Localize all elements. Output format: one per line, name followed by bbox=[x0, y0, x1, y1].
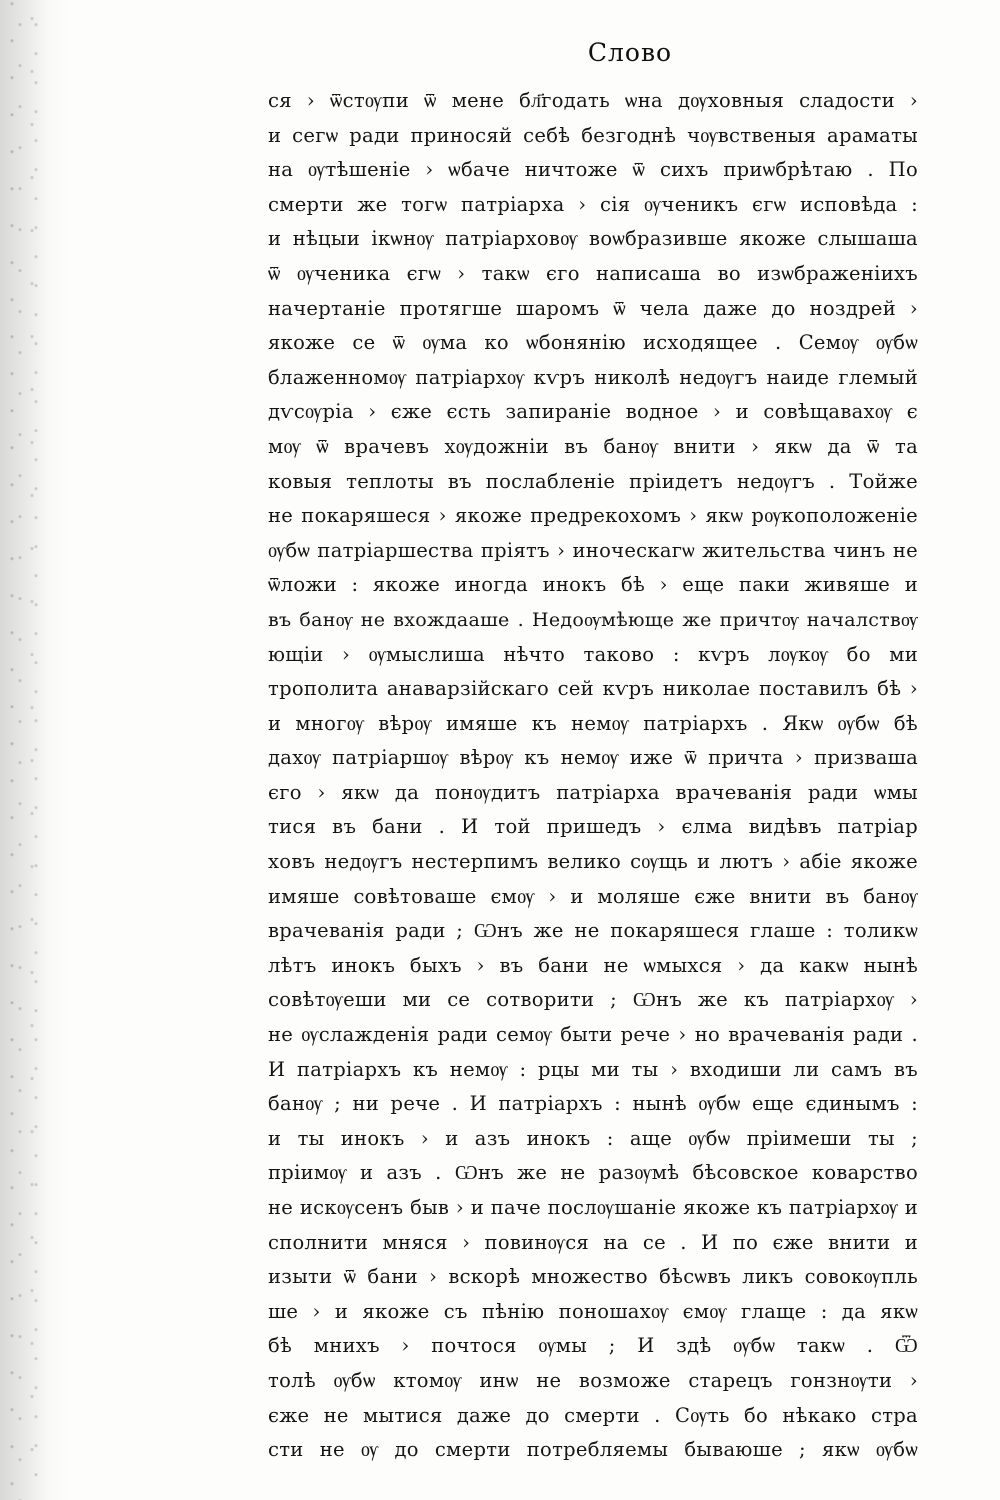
text-line: не покаряшеся › якоже предрекохомъ › якѡ рѹкоположеніе bbox=[268, 504, 918, 528]
text-line: совѣтѹеши ми се сотворити ; Ѡнъ же къ патріархѹ › bbox=[268, 988, 918, 1012]
text-line: лѣтъ инокъ быхъ › въ бани не ѡмыхся › да какѡ нынѣ bbox=[268, 953, 918, 977]
text-block bbox=[268, 84, 918, 1468]
text-line: ховъ недѹгъ нестерпимъ велико сѹщь и лютъ › абіе якоже bbox=[268, 850, 918, 874]
text-line: бѣ мнихъ › почтося ѹмы ; И здѣ ѹбѡ такѡ . Ѿ bbox=[268, 1334, 918, 1358]
text-line: ше › и якоже съ пѣнію поношахѹ ємѹ глаще : да якѡ bbox=[268, 1299, 918, 1323]
text-line: ѿложи : якоже иногда инокъ бѣ › еще паки живяше и bbox=[268, 573, 918, 597]
text-line: И патріархъ къ немѹ : рцы ми ты › входиши ли самъ въ bbox=[268, 1057, 918, 1081]
text-line: толѣ ѹбѡ ктомѹ инѡ не возможе старецъ гонзнѹти › bbox=[268, 1368, 918, 1392]
text-line: не ѹслажденія ради семѹ быти рече › но врачеванія ради . bbox=[268, 1023, 918, 1047]
text-line: врачеванія ради ; Ѡнъ же не покаряшеся глаше : толикѡ bbox=[268, 919, 918, 943]
text-line: банѹ ; ни рече . И патріархъ : нынѣ ѹбѡ еще єдинымъ : bbox=[268, 1092, 918, 1116]
text-line: ковыя теплоты въ послабленіе пріидетъ недѹгъ . Тойже bbox=[268, 469, 918, 493]
text-line: дахѹ патріаршѹ вѣрѹ къ немѹ иже ѿ причта › призваша bbox=[268, 746, 918, 770]
text-line: ся › ѿстѹпи ѿ мене бл҃годать ѡна дѹховныя сладости › bbox=[268, 89, 918, 112]
text-line: имяше совѣтоваше ємѹ › и моляше єже внити въ банѹ bbox=[268, 884, 918, 908]
text-line: ѿ ѹченика єгѡ › такѡ єго написаша во изѡбраженіихъ bbox=[268, 261, 918, 285]
text-line: ющіи › ѹмыслиша нѣчто таково : кѵръ лѹкѹ бо ми bbox=[268, 642, 918, 666]
text-line: начертаніе протягше шаромъ ѿ чела даже до ноздрей › bbox=[268, 296, 918, 320]
text-line: пріимѹ и азъ . Ѡнъ же не разѹмѣ бѣсовское коварство bbox=[268, 1161, 918, 1185]
text-line: въ банѹ не вхождааше . Недоѹмѣюще же причтѹ началствѹ bbox=[268, 608, 918, 631]
text-line: и нѣцыи ікѡнѹ патріарховѹ воѡбразивше якоже слышаша bbox=[268, 227, 918, 251]
text-line: не искѹсенъ быв › и паче послѹшаніе якоже къ патріархѹ и bbox=[268, 1196, 918, 1219]
text-line: дѵсѹріа › єже єсть запираніе водное › и совѣщавахѹ є bbox=[268, 400, 918, 424]
text-line: мѹ ѿ врачевъ хѹдожніи въ банѹ внити › якѡ да ѿ та bbox=[268, 434, 918, 458]
text-line: на ѹтѣшеніе › ѡбаче ничтоже ѿ сихъ приѡбрѣтаю . По bbox=[268, 158, 918, 182]
text-line: сти не ѹ до смерти потребляемы бываюше ; якѡ ѹбѡ bbox=[268, 1438, 918, 1462]
scan-noise bbox=[4, 0, 44, 1500]
text-line: и многѹ вѣрѹ имяше къ немѹ патріархъ . Якѡ ѹбѡ бѣ bbox=[268, 711, 918, 735]
text-line: смерти же тогѡ патріарха › сія ѹченикъ єгѡ исповѣда : bbox=[268, 192, 918, 216]
text-line: єже не мытися даже до смерти . Сѹть бо нѣкако стра bbox=[268, 1403, 918, 1427]
text-line: блаженномѹ патріархѹ кѵръ николѣ недѹгъ наиде глемый bbox=[268, 365, 918, 389]
text-line: и ты инокъ › и азъ инокъ : аще ѹбѡ пріимеши ты ; bbox=[268, 1126, 918, 1150]
running-head: Слово bbox=[587, 38, 673, 67]
text-line: трополита анаварзійскаго сей кѵръ николае поставилъ бѣ › bbox=[268, 677, 918, 701]
text-line: тися въ бани . И той пришедъ › єлма видѣвъ патріар bbox=[268, 815, 918, 839]
text-line: и сегѡ ради приносяй себѣ безгоднѣ чѹвственыя араматы bbox=[268, 123, 918, 147]
text-line: сполнити мняся › повинѹся на се . И по єже внити и bbox=[268, 1230, 918, 1254]
text-line: єго › якѡ да понѹдитъ патріарха врачеванія ради ѡмы bbox=[268, 780, 918, 804]
text-line: ѹбѡ патріаршества пріятъ › иноческагѡ жительства чинъ не bbox=[268, 538, 918, 562]
text-line: изыти ѿ бани › вскорѣ множество бѣсѡвъ ликъ совокѹпль bbox=[268, 1265, 918, 1289]
text-line: якоже се ѿ ѹма ко ѡбонянію исходящее . Семѹ ѹбѡ bbox=[268, 331, 918, 355]
